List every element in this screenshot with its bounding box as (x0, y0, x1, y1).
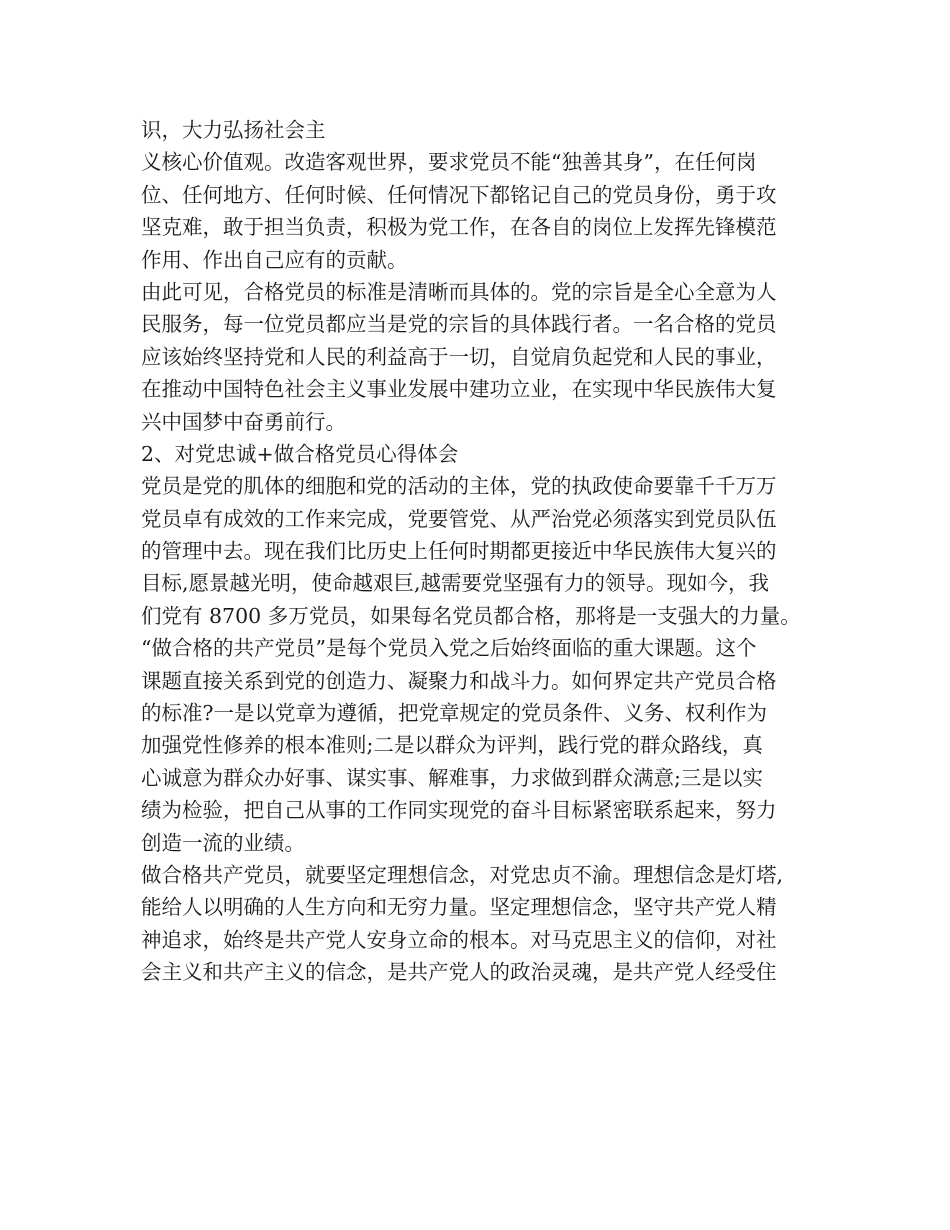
text-line: 目标,愿景越光明，使命越艰巨,越需要党坚强有力的领导。现如今，我 (141, 571, 770, 596)
text-line: 神追求，始终是共产党人安身立命的根本。对马克思主义的信仰，对社 (141, 927, 777, 952)
text-line: 坚克难，敢于担当负责，积极为党工作，在各自的岗位上发挥先锋模范 (141, 215, 777, 240)
text-line: 心诚意为群众办好事、谋实事、解难事，力求做到群众满意;三是以实 (141, 765, 763, 790)
text-line: 识，大力弘扬社会主 (141, 118, 326, 142)
text-line: 民服务，每一位党员都应当是党的宗旨的具体践行者。一名合格的党员 (141, 312, 777, 337)
text-line: 应该始终坚持党和人民的利益高于一切，自觉肩负起党和人民的事业， (141, 344, 777, 369)
text-line: 会主义和共产主义的信念，是共产党人的政治灵魂，是共产党人经受住 (141, 960, 777, 985)
section-heading: 2、对党忠诚+做合格党员心得体会 (141, 441, 459, 466)
text-line: 的管理中去。现在我们比历史上任何时期都更接近中华民族伟大复兴的 (141, 539, 777, 564)
document-body (141, 114, 831, 989)
text-line: 创造一流的业绩。 (141, 830, 305, 855)
text-line: 的标准?一是以党章为遵循，把党章规定的党员条件、义务、权利作为 (141, 701, 767, 726)
text-line: 课题直接关系到党的创造力、凝聚力和战斗力。如何界定共产党员合格 (141, 668, 777, 693)
text-line: 们党有 8700 多万党员，如果每名党员都合格，那将是一支强大的力量。 (141, 603, 801, 628)
text-line: 位、任何地方、任何时候、任何情况下都铭记自己的党员身份，勇于攻 (141, 182, 777, 207)
text-line: 党员是党的肌体的细胞和党的活动的主体，党的执政使命要靠千千万万 (141, 474, 777, 499)
text-line: 党员卓有成效的工作来完成，党要管党、从严治党必须落实到党员队伍 (141, 506, 777, 531)
text-line: 加强党性修养的根本准则;二是以群众为评判，践行党的群众路线，真 (141, 733, 763, 758)
text-line: 由此可见，合格党员的标准是清晰而具体的。党的宗旨是全心全意为人 (141, 279, 777, 304)
text-line: 作用、作出自己应有的贡献。 (141, 247, 408, 272)
text-line: 兴中国梦中奋勇前行。 (141, 409, 346, 434)
text-line: 能给人以明确的人生方向和无穷力量。坚定理想信念，坚守共产党人精 (141, 895, 777, 920)
text-line: “做合格的共产党员”是每个党员入党之后始终面临的重大课题。这个 (141, 636, 757, 661)
text-line: 在推动中国特色社会主义事业发展中建功立业，在实现中华民族伟大复 (141, 377, 777, 402)
text-line: 绩为检验，把自己从事的工作同实现党的奋斗目标紧密联系起来，努力 (141, 798, 777, 823)
text-line: 做合格共产党员，就要坚定理想信念，对党忠贞不渝。理想信念是灯塔, (141, 862, 784, 887)
text-line: 义核心价值观。改造客观世界，要求党员不能“独善其身”，在任何岗 (141, 150, 757, 175)
